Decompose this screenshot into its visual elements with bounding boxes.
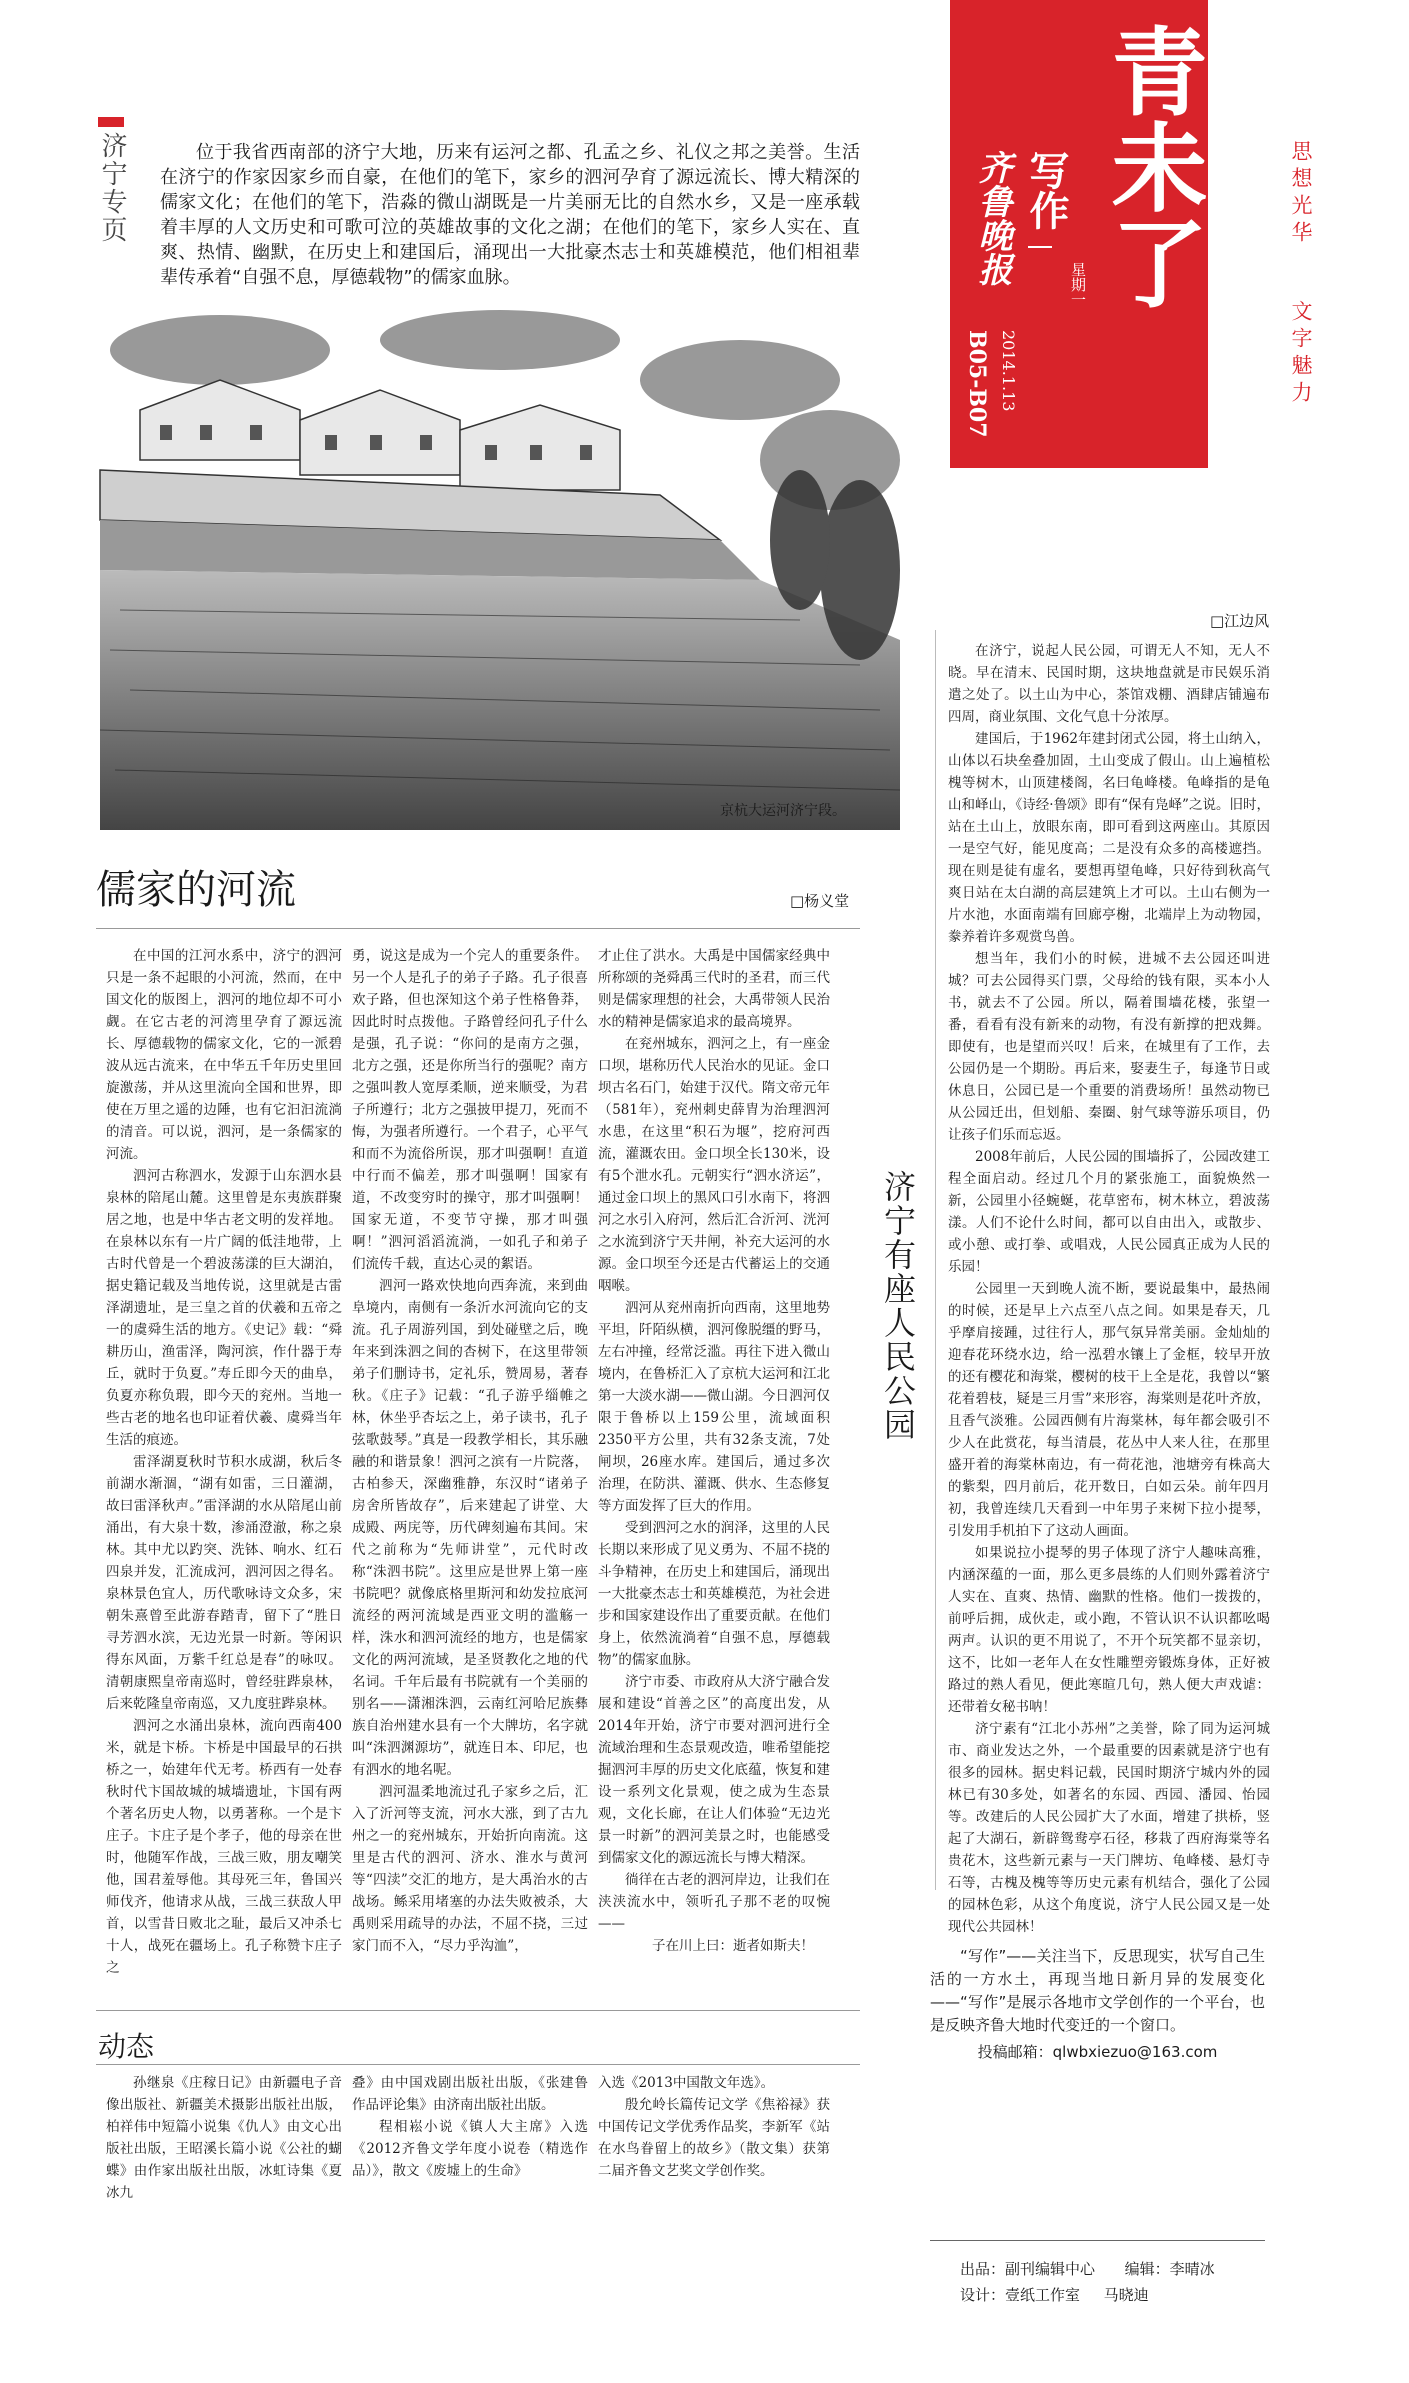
email-label: 投稿邮箱： — [977, 2043, 1053, 2061]
section-tag-bar — [98, 117, 124, 127]
footer-design: 设计：壹纸工作室 — [960, 2286, 1081, 2304]
slogan-right: 文字魅力 — [1289, 300, 1313, 408]
article1-col1-p1: 在中国的江河水系中，济宁的泗河只是一条不起眼的小河流，然而，在中国文化的版图上，泗河的地位却不可小觑。在它古老的河湾里孕育了源远流长、厚德载物的儒家文化，它的一派碧波从远古流来，在中华五千年历史里回旋激荡，并从这里流向全国和世界，即使在万里之遥的边陲，也有它汩汩流淌的清音。可以说，泗河，是一条儒家的河流。 — [106, 948, 342, 1162]
article2-p3: 想当年，我们小的时候，进城不去公园还叫进城？可去公园得买门票，父母给的钱有限，买本小人书，就去不了公园。所以，隔着围墙花楼，张望一番，看看有没有新来的动物，有没有新撑的把戏舞。即使有，也是望而兴叹！后来，在城里有了工作，去公园仍是一个期盼。再后来，娶妻生子，每逢节日或休息日，公园已是一个重要的消费场所！虽然动物已从公园迁出，但划船、秦圈、射气球等游乐项目，仍让孩子们乐而忘返。 — [948, 951, 1270, 1143]
page-range: B05-B07 — [964, 330, 990, 438]
article2-left-rule — [935, 630, 936, 1890]
canal-sketch-svg — [100, 310, 900, 830]
article2-p5: 公园里一天到晚人流不断，要说最集中，最热闹的时候，还是早上六点至八点之间。如果是春天，几乎摩肩接踵，过往行人，那气氛异常美丽。金灿灿的迎春花环绕水边，给一泓碧水镶上了金框，较早开放的还有樱花和海棠，樱树的枝干上全是花，我曾以“繁花着碧枝，疑是三月雪”来形容，海棠则是花叶齐放，且香气淡雅。公园西侧有片海棠林，每年都会吸引不少人在此赏花，每当清晨，花丛中人来人往，在那里盛开着的海棠林南边，有一荷花池，池塘旁有株高大的紫梨，四月前后，花开数日，白如云朵。前年四月初，我曾连续几天看到一中年男子来树下拉小提琴，引发用手机拍下了这动人画面。 — [948, 1281, 1270, 1539]
canal-sketch-illustration — [100, 310, 900, 830]
article1-col1-p3: 雷泽湖夏秋时节积水成湖，秋后冬前湖水渐涸，“湖有如雷，三日灌湖，故曰雷泽秋声。”雷泽湖的水从陪尾山前涌出，有大泉十数，渗涌澄澈，称之泉林。其中尤以趵突、洗钵、响水、红石四泉并发，汇流成河，泗河因之得名。泉林景色宜人，历代歌咏诗文众多，宋朝朱熹曾至此游春踏青，留下了“胜日寻芳泗水滨，无边光景一时新。等闲识得东风面，万紫千红总是春”的咏叹。清朝康熙皇帝南巡时，曾经驻跸泉林，后来乾隆皇帝南巡，又九度驻跸泉林。 — [106, 1454, 342, 1712]
article2-p1: 在济宁，说起人民公园，可谓无人不知，无人不晓。早在清末、民国时期，这块地盘就是市民娱乐消遣之处了。以土山为中心，茶馆戏棚、酒肆店铺遍布四周，商业氛围、文化气息十分浓厚。 — [948, 643, 1270, 725]
notice-email-row — [930, 2041, 1265, 2064]
article1-col3-p3: 泗河从兖州南折向西南，这里地势平坦，阡陌纵横，泗河像脱缰的野马，左右冲撞，经常泛滥。再往下进入微山境内，在鲁桥汇入了京杭大运河和江北第一大淡水湖——微山湖。今日泗河仅限于鲁桥以上159公里，流域面积2350平方公里，共有32条支流，7处闸坝，26座水库。建国后，通过多次治理，在防洪、灌溉、供水、生态修复等方面发挥了巨大的作用。 — [598, 1300, 830, 1514]
email-address[interactable]: qlwbxiezuo@163.com — [1052, 2043, 1218, 2061]
article1-col2 — [352, 945, 588, 1980]
dongtai-item1-cont: 叠》由中国戏剧出版社出版，《张建鲁作品评论集》由济南出版社出版。 — [352, 2075, 588, 2113]
article2-body — [948, 640, 1270, 1935]
dongtai-col3 — [598, 2072, 830, 2252]
date-divider — [1028, 246, 1052, 248]
footer-editor: 编辑：李晴冰 — [1124, 2260, 1215, 2278]
dongtai-item3: 殷允岭长篇传记文学《焦裕禄》获中国传记文学优秀作品奖，李新军《站在水鸟眷留上的故乡》（散文集）获第二届齐鲁文艺奖文学创作奖。 — [598, 2097, 830, 2179]
slogan-left: 思想光华 — [1289, 140, 1313, 248]
issue-date: 2014.1.13 — [999, 330, 1018, 412]
dongtai-col1 — [106, 2072, 342, 2252]
article1-col3-p6: 徜徉在古老的泗河岸边，让我们在浃浃流水中，领听孔子那不老的叹惋—— — [598, 1872, 830, 1932]
dongtai-title: 动态 — [98, 2030, 155, 2063]
article2-p6: 如果说拉小提琴的男子体现了济宁人趣味高雅，内涵深蕴的一面，那么更多晨练的人们则外露着济宁人实在、直爽、热情、幽默的性格。他们一拨拨的，前呼后拥，成伙走，或小跑，不管认识不认识都吆喝两声。认识的更不用说了，不开个玩笑都不显亲切，这不，比如一老年人在女性雕塑旁锻炼身体，正好被路过的熟人看见，便此寒暄几句，熟人便大声戏谑：还带着女秘书呐！ — [948, 1545, 1270, 1715]
article1-col1 — [106, 945, 342, 1980]
photo-caption: 京杭大运河济宁段。 — [720, 803, 846, 819]
article1-col3-p7: 子在川上曰：逝者如斯夫！ — [652, 1938, 814, 1954]
article1-col3-p1: 才止住了洪水。大禹是中国儒家经典中所称颂的尧舜禹三代时的圣君，而三代则是儒家理想的社会，大禹带领人民治水的精神是儒家追求的最高境界。 — [598, 948, 830, 1030]
dongtai-item2: 程相崧小说《镇人大主席》入选《2012齐鲁文学年度小说卷（精选作品）》，散文《废墟上的生命》 — [352, 2119, 588, 2179]
article1-col2-p2: 泗河一路欢快地向西奔流，来到曲阜境内，南侧有一条沂水河流向它的支流。孔子周游列国，到处碰壁之后，晚年来到洙泗之间的杏树下，在这里带领弟子们删诗书，定礼乐，赞周易，著春秋。《庄子》记载：“孔子游乎缁帷之林，休坐乎杏坛之上，弟子读书，孔子弦歌鼓琴。”真是一段教学相长，其乐融融的和谐景象！泗河之滨有一片院落，古柏参天，深幽雅静，东汉时“诸弟子房舍所皆故存”，后来建起了讲堂、大成殿、两庑等，历代碑刻遍布其间。宋代之前称为“先师讲堂”，元代时改称“洙泗书院”。这里应是世界上第一座书院吧？就像底格里斯河和幼发拉底河流经的两河流域是西亚文明的滥觞一样，洙水和泗河流经的地方，也是儒家文化的两河流域，是圣贤教化之地的代名词。千年后最有书院就有一个美丽的别名——潇湘洙泗，云南红河哈尼族彝族自治州建水县有一个大牌坊，名字就叫“洙泗渊源坊”，就连日本、印尼，也有泗水的地名呢。 — [352, 1278, 588, 1778]
footer-designer: 马晓迪 — [1103, 2286, 1149, 2304]
dongtai-item1: 孙继泉《庄稼日记》由新疆电子音像出版社、新疆美术摄影出版社出版，柏祥伟中短篇小说集《仇人》由文心出版社出版，王昭溪长篇小说《公社的蝴蝶》由作家出版社出版，冰虹诗集《夏冰九 — [106, 2075, 342, 2201]
footer-rule — [930, 2240, 1265, 2241]
dongtai-title-rule — [96, 2064, 860, 2065]
footer-line1 — [960, 2258, 1215, 2279]
article1-col3-p2: 在兖州城东，泗河之上，有一座金口坝，堪称历代人民治水的见证。金口坝古名石门，始建于汉代。隋文帝元年（581年），兖州刺史薛胄为治理泗河水患，在这里“积石为堰”，挖府河西流，灌溉农田。金口坝全长130米，设有5个泄水孔。元朝实行“泗水济运”，通过金口坝上的黑风口引水南下，将泗河之水引入府河，然后汇合沂河、洸河之水流到济宁天井闸，补充大运河的水源。金口坝至今还是古代蓄运上的交通咽喉。 — [598, 1036, 830, 1294]
article1-author: □杨义堂 — [790, 892, 850, 910]
dongtai-item2-cont: 入选《2013中国散文年选》。 — [598, 2075, 775, 2091]
paper-logo: 齐鲁晚报 — [972, 150, 1012, 286]
footer-publisher: 出品：副刊编辑中心 — [960, 2260, 1096, 2278]
article1-title: 儒家的河流 — [96, 867, 296, 913]
article2-author: □江边风 — [1210, 612, 1270, 630]
article2-p2: 建国后，于1962年建封闭式公园，将土山纳入，山体以石块垒叠加固，土山变成了假山。山上遍植松槐等树木，山顶建楼阁，名曰龟峰楼。龟峰指的是龟山和峄山，《诗经·鲁颂》即有“保有凫峄”之说。旧时，站在土山上，放眼东南，即可看到这两座山。其原因一是空气好，能见度高；二是没有众多的高楼遮挡。现在则是徒有虚名，要想再望龟峰，只好待到秋高气爽日站在太白湖的高层建筑上才可以。土山右侧为一片水池，水面南端有回廊亭榭，北端岸上为动物园，豢养着许多观赏鸟兽。 — [948, 731, 1270, 945]
masthead-title: 青未了 — [1096, 22, 1208, 310]
footer-line2 — [960, 2284, 1149, 2305]
section-tag: 济宁专页 — [97, 132, 127, 244]
article1-col3-p5: 济宁市委、市政府从大济宁融合发展和建设“首善之区”的高度出发，从2014年开始，济宁市要对泗河进行全流域治理和生态景观改造，唯希望能挖掘泗河丰厚的历史文化底蕴，恢复和建设一系列文化景观，使之成为生态景观，文化长廊，在让人们体验“无边光景一时新”的泗河美景之时，也能感受到儒家文化的源远流长与博大精深。 — [598, 1674, 830, 1866]
article2-p7: 济宁素有“江北小苏州”之美誉，除了同为运河城市、商业发达之外，一个最重要的因素就是济宁也有很多的园林。据史料记载，民国时期济宁城内外的园林已有30多处，如著名的东园、西园、潘园、怡园等。改建后的人民公园扩大了水面，增建了拱桥，竖起了大湖石，新辟鸳鸯亭石径，移栽了西府海棠等名贵花木，这些新元素与一天门牌坊、龟峰楼、悬灯寺石等，古槐及槐等等历史元素有机结合，强化了公园的园林色彩，从这个角度说，济宁人民公园又是一处现代公共园林！ — [948, 1721, 1270, 1935]
masthead-box — [950, 0, 1208, 468]
weekday: 星期一 — [1069, 262, 1087, 307]
notice-text: “写作”——关注当下，反思现实，状写自己生活的一方水土，再现当地日新月异的发展变化——“写作”是展示各地市文学创作的一个平台，也是反映齐鲁大地时代变迁的一个窗口。 — [930, 1947, 1265, 2034]
dongtai-col2 — [352, 2072, 588, 2252]
intro-text: 位于我省西南部的济宁大地，历来有运河之都、孔孟之乡、礼仪之邦之美誉。生活在济宁的作家因家乡而自豪，在他们的笔下，家乡的泗河孕育了源远流长、博大精深的儒家文化；在他们的笔下，浩淼的微山湖既是一片美丽无比的自然水乡，又是一座承载着丰厚的人文历史和可歌可泣的英雄故事的文化之湖；在他们的笔下，家乡人实在、直爽、热情、幽默，在历史上和建国后，涌现出一大批豪杰志士和英雄模范，他们相祖辈辈传承着“自强不息，厚德载物”的儒家血脉。 — [160, 142, 860, 288]
article1-col1-p2: 泗河古称泗水，发源于山东泗水县泉林的陪尾山麓。这里曾是东夷族群聚居之地，也是中华古老文明的发祥地。在泉林以东有一片广阔的低洼地带，上古时代曾是一个碧波荡漾的巨大湖泊，据史籍记载及当地传说，这里就是古雷泽湖遗址，是三皇之首的伏羲和五帝之一的虞舜生活的地方。《史记》载：“舜耕历山，渔雷泽，陶河滨，作什器于寿丘，就时于负夏。”寿丘即今天的曲阜，负夏亦称负瑕，即今天的兖州。当地一些古老的地名也印证着伏羲、虞舜当年生活的痕迹。 — [106, 1168, 342, 1448]
article1-col2-p3: 泗河温柔地流过孔子家乡之后，汇入了沂河等支流，河水大涨，到了古九州之一的兖州城东，开始折向南流。这里是古代的泗河、济水、淮水与黄河等“四渎”交汇的地方，是大禹治水的古战场。鲧采用堵塞的办法失败被杀，大禹则采用疏导的办法，不屈不挠，三过家门而不入，“尽力乎沟洫”， — [352, 1784, 588, 1954]
notice-box — [930, 1945, 1265, 2064]
intro-block — [160, 140, 860, 290]
column-name: 写作 — [1023, 150, 1069, 230]
article1-col1-p4: 泗河之水涌出泉林，流向西南400米，就是卞桥。卞桥是中国最早的石拱桥之一，始建年代无考。桥西有一处春秋时代卞国故城的城墙遗址，卞国有两个著名历史人物，以勇著称。一个是卞庄子。卞庄子是个孝子，他的母亲在世时，他随军作战，三战三败，朋友嘲笑他，国君羞辱他。其母死三年，鲁国兴师伐齐，他请求从战，三战三获敌人甲首，以雪昔日败北之耻，最后又冲杀七十人，战死在疆场上。孔子称赞卞庄子之 — [106, 1718, 342, 1976]
article1-rule — [96, 928, 860, 929]
article2-p4: 2008年前后，人民公园的围墙拆了，公园改建工程全面启动。经过几个月的紧张施工，面貌焕然一新，公园里小径蜿蜒，花草密布，树木林立，碧波荡漾。人们不论什么时间，都可以自由出入，或散步、或小憩、或打拳、或唱戏，人民公园真正成为人民的乐园！ — [948, 1149, 1270, 1275]
article1-col2-p1: 勇，说这是成为一个完人的重要条件。另一个人是孔子的弟子子路。孔子很喜欢子路，但也深知这个弟子性格鲁莽，因此时时点拨他。子路曾经问孔子什么是强，孔子说：“你问的是南方之强，北方之强，还是你所当行的强呢？南方之强叫教人宽厚柔顺，逆来顺受，为君子所遵行；北方之强披甲提刀，死而不悔，为强者所遵行。一个君子，心平气和而不为流俗所误，那才叫强啊！直道中行而不偏差，那才叫强啊！国家有道，不改变穷时的操守，那才叫强啊！国家无道，不变节守操，那才叫强啊！”泗河滔滔流淌，一如孔子和弟子们流传千载，直达心灵的絮语。 — [352, 948, 588, 1272]
article1-col3-p4: 受到泗河之水的润泽，这里的人民长期以来形成了见义勇为、不屈不挠的斗争精神，在历史上和建国后，涌现出一大批豪杰志士和英雄模范，为社会进步和国家建设作出了重要贡献。在他们身上，依然流淌着“自强不息，厚德载物”的儒家血脉。 — [598, 1520, 830, 1668]
article2-title: 济宁有座人民公园 — [879, 1170, 917, 1442]
dongtai-top-rule — [96, 2010, 860, 2011]
article1-col3 — [598, 945, 830, 1980]
